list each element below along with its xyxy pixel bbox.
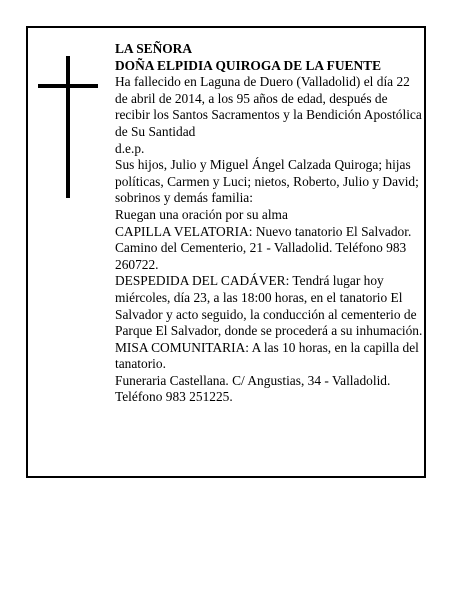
mass-paragraph: MISA COMUNITARIA: A las 10 horas, en la capilla del tanatorio. [115,339,419,372]
family-paragraph: Sus hijos, Julio y Miguel Ángel Calzada Quiroga; hijas políticas, Carmen y Luci; nietos, Roberto, Julio y David; sobrinos y demás familia: [115,157,419,206]
farewell-paragraph: DESPEDIDA DEL CADÁVER: Tendrá lugar hoy miércoles, día 23, a las 18:00 horas, en el tanatorio El Salvador y acto seguido, la conducción al cementerio de Parque El Salvador, donde se procederá a su inhumación. [115,273,423,339]
notice-title-name: DOÑA ELPIDIA QUIROGA DE LA FUENTE [115,57,381,73]
prayer-request: Ruegan una oración por su alma [115,206,288,222]
death-info-paragraph: Ha fallecido en Laguna de Duero (Valladolid) el día 22 de abril de 2014, a los 95 años de edad, después de recibir los Santos Sacramentos y la Bendición Apostólica de Su Santidad [115,74,422,139]
notice-title-honorific: LA SEÑORA [115,41,193,56]
funeral-home-paragraph: Funeraria Castellana. C/ Angustias, 34 - Valladolid. Teléfono 983 251225. [115,372,391,405]
cross-horizontal-bar [38,84,98,88]
obituary-notice [26,26,426,478]
notice-body [115,41,425,406]
cross-icon [38,56,98,198]
dep-line: d.e.p. [115,140,145,156]
cross-vertical-bar [66,56,70,198]
chapel-paragraph: CAPILLA VELATORIA: Nuevo tanatorio El Salvador. Camino del Cementerio, 21 - Valladolid. Teléfono 983 260722. [115,223,412,272]
